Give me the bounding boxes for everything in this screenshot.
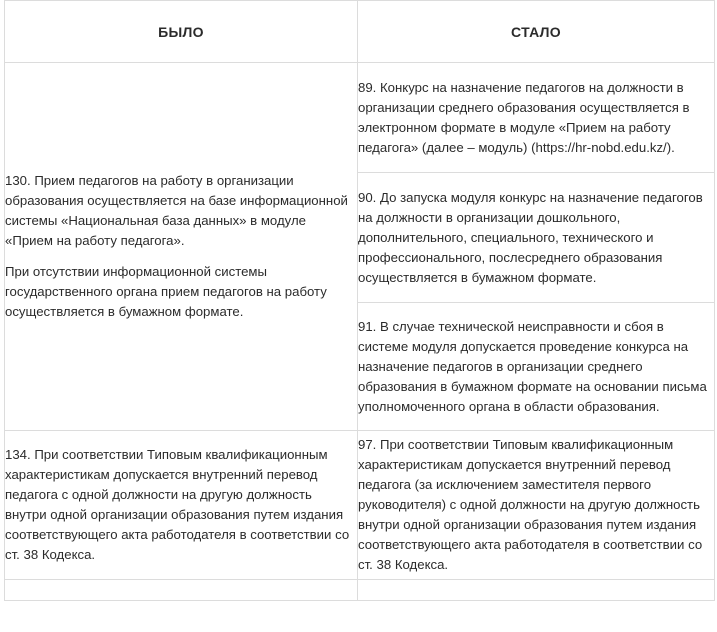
cell-after-91 xyxy=(358,303,715,431)
cell-after-97 xyxy=(358,431,715,580)
paragraph-97: 97. При соответствии Типовым квалификационным характеристикам допускается внутренний перевод педагога (за исключением заместителя первого руководителя) с одной должности на другую должность внутри одной организации образования путем издания соответствующего акта работодателя в соответствии со ст. 38 Кодекса. xyxy=(358,437,703,572)
cell-before-130 xyxy=(5,63,358,431)
comparison-table xyxy=(4,0,715,601)
table-row-partial xyxy=(5,580,715,601)
paragraph-90: 90. До запуска модуля конкурс на назначение педагогов на должности в организации дошкольного, дополнительного, специального, технического и профессионального, послесреднего образования осуществляется в бумажном формате. xyxy=(358,189,703,285)
column-header-before: БЫЛО xyxy=(5,1,358,63)
cell-after-90 xyxy=(358,173,715,303)
paragraph-130-note: При отсутствии информационной системы государственного органа прием педагогов на работу осуществляется в бумажном формате. xyxy=(5,264,327,319)
cell-before-next xyxy=(5,580,358,601)
paragraph-91: 91. В случае технической неисправности и сбоя в системе модуля допускается проведение конкурса на назначение педагогов в организации среднего образования в бумажном формате на основании письма уполномоченного органа в области образования. xyxy=(358,318,707,414)
paragraph-89: 89. Конкурс на назначение педагогов на должности в организации среднего образования осуществляется в электронном формате в модуле «Прием на работу педагога» (далее – модуль) (https://hr-nobd.edu.kz/). xyxy=(358,79,690,155)
table-header-row xyxy=(5,1,715,63)
paragraph-134: 134. При соответствии Типовым квалификационным характеристикам допускается внутренний перевод педагога с одной должности на другую должность внутри одной организации образования путем издания соответствующего акта работодателя в соответствии со ст. 38 Кодекса. xyxy=(5,447,350,562)
cell-after-next xyxy=(358,580,715,601)
cell-after-89 xyxy=(358,63,715,173)
column-header-after: СТАЛО xyxy=(358,1,715,63)
table-row xyxy=(5,63,715,173)
cell-before-134 xyxy=(5,431,358,580)
table-row xyxy=(5,431,715,580)
paragraph-130: 130. Прием педагогов на работу в организации образования осуществляется на базе информационной системы «Национальная база данных» в модуле «Прием на работу педагога». xyxy=(5,173,348,248)
